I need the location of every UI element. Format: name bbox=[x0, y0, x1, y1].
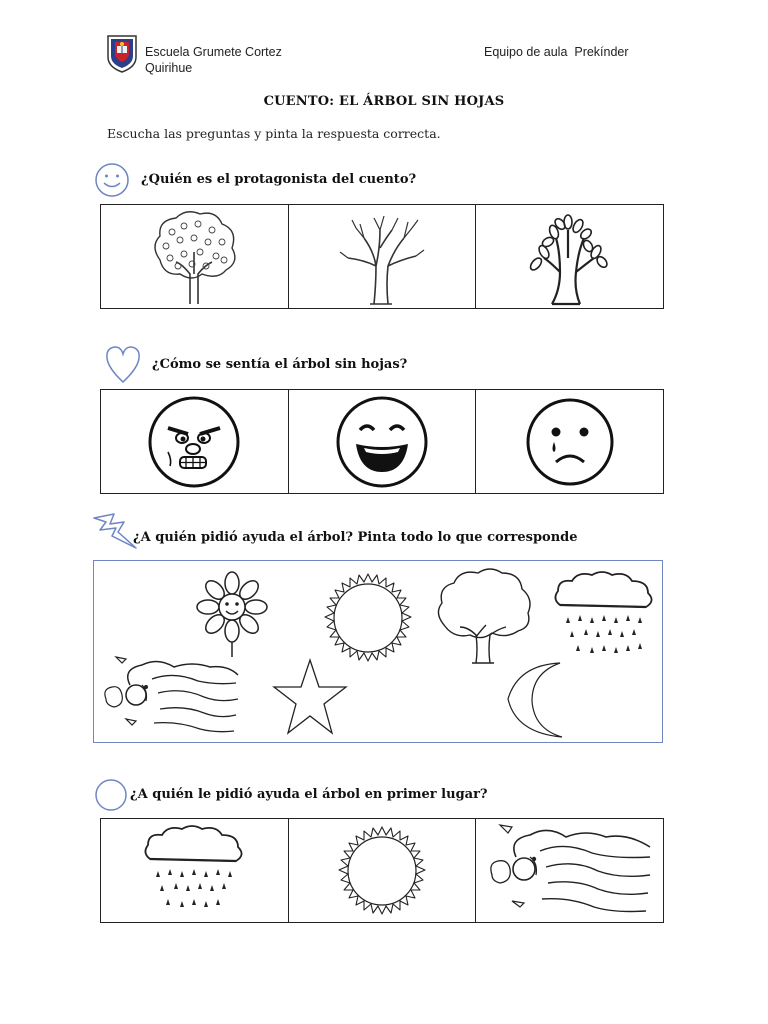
team-label: Equipo de aula Prekínder bbox=[484, 45, 629, 59]
option-cell[interactable] bbox=[101, 390, 289, 493]
heart-icon bbox=[104, 344, 142, 384]
rain-cloud-icon[interactable] bbox=[552, 569, 656, 667]
option-cell[interactable] bbox=[101, 819, 289, 922]
question-4-options bbox=[100, 818, 664, 923]
rain-cloud-icon bbox=[142, 823, 246, 919]
wind-icon bbox=[486, 823, 654, 919]
star-icon[interactable] bbox=[272, 657, 348, 737]
question-2-text: ¿Cómo se sentía el árbol sin hojas? bbox=[152, 357, 408, 372]
circle-icon bbox=[94, 778, 128, 812]
school-logo bbox=[106, 33, 138, 73]
flower-icon[interactable] bbox=[192, 571, 272, 657]
question-1-options bbox=[100, 204, 664, 309]
sparse-leaf-tree-icon bbox=[522, 208, 618, 306]
page-title: CUENTO: EL ÁRBOL SIN HOJAS bbox=[263, 94, 505, 109]
question-1-text: ¿Quién es el protagonista del cuento? bbox=[141, 172, 417, 187]
laughing-face-icon bbox=[334, 394, 430, 490]
school-name: Escuela Grumete Cortez bbox=[145, 45, 282, 59]
question-4-text: ¿A quién le pidió ayuda el árbol en primer lugar? bbox=[130, 787, 488, 802]
option-cell[interactable] bbox=[289, 205, 477, 308]
wind-icon[interactable] bbox=[102, 655, 242, 737]
option-cell[interactable] bbox=[289, 390, 477, 493]
bare-tree-icon bbox=[334, 208, 430, 306]
question-3-options bbox=[93, 560, 663, 743]
option-cell[interactable] bbox=[476, 205, 663, 308]
smiley-face-icon bbox=[94, 162, 130, 198]
instruction-text: Escucha las preguntas y pinta la respuesta correcta. bbox=[107, 126, 441, 141]
option-cell[interactable] bbox=[101, 205, 289, 308]
question-3-text: ¿A quién pidió ayuda el árbol? Pinta todo lo que corresponde bbox=[133, 530, 578, 545]
sad-face-icon bbox=[522, 394, 618, 490]
sun-icon bbox=[333, 822, 431, 920]
option-cell[interactable] bbox=[476, 819, 663, 922]
leafy-tree-icon bbox=[146, 208, 242, 306]
school-city: Quirihue bbox=[145, 61, 193, 75]
tree-icon[interactable] bbox=[432, 565, 536, 665]
option-cell[interactable] bbox=[289, 819, 477, 922]
moon-icon[interactable] bbox=[500, 659, 570, 739]
angry-face-icon bbox=[146, 394, 242, 490]
question-2-options bbox=[100, 389, 664, 494]
sun-icon[interactable] bbox=[319, 569, 417, 667]
option-cell[interactable] bbox=[476, 390, 663, 493]
